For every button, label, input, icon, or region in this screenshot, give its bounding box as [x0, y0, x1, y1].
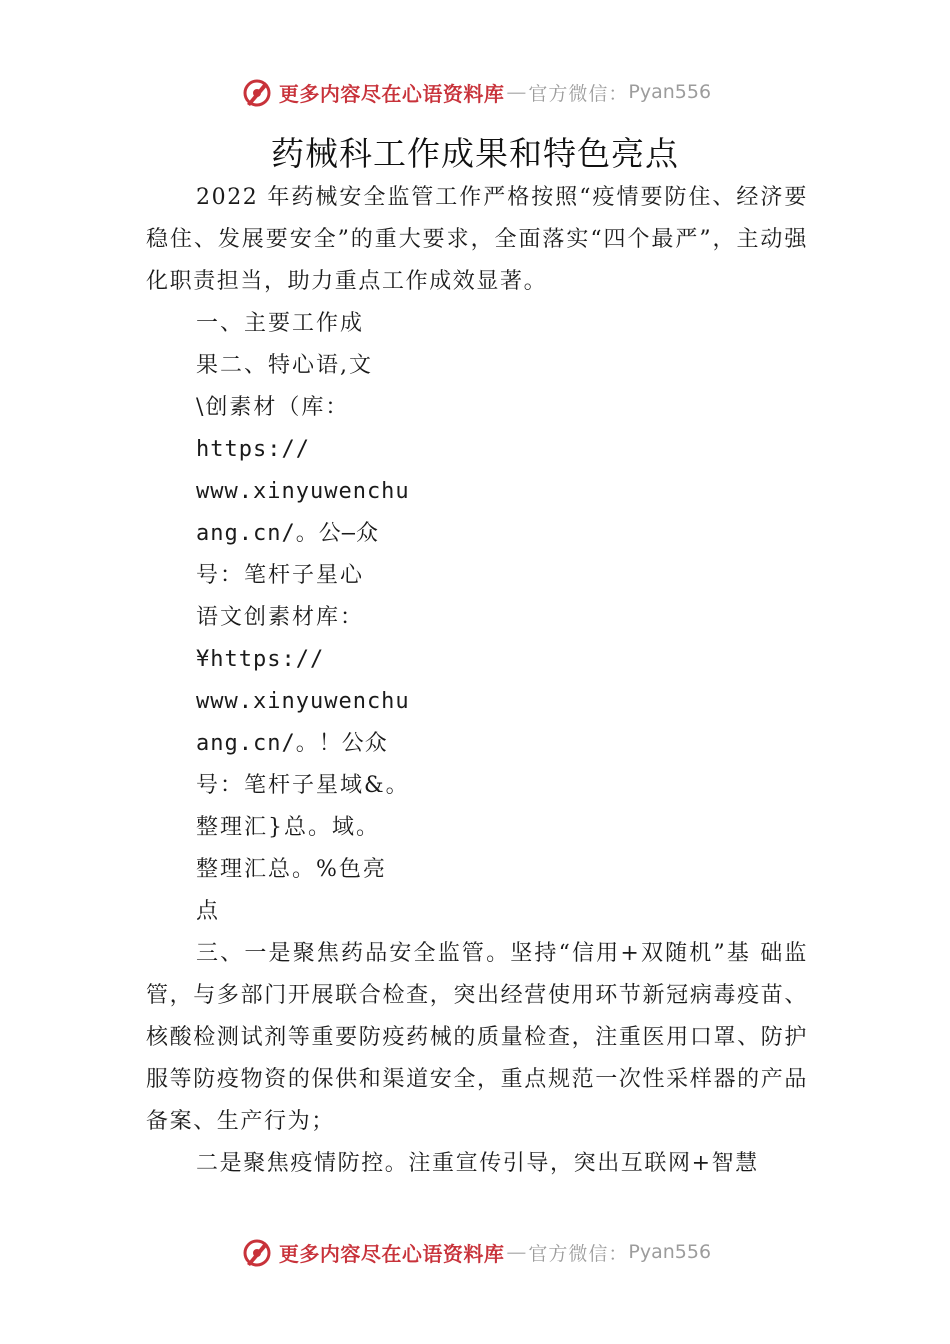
section-paragraph: 二是聚焦疫情防控。注重宣传引导，突出互联网+智慧 — [196, 1151, 759, 1176]
header-watermark-banner — [0, 72, 950, 112]
banner-wechat-id: Pyan556 — [628, 81, 712, 103]
banner-wechat-id: Pyan556 — [628, 1241, 712, 1263]
intro-paragraph: 2022 年药械安全监管工作严格按照“疫情要防住、经济要稳住、发展要安全”的重大要求，全面落实“四个最严”，主动强化职责担当，助力重点工作成效显著。 — [146, 185, 808, 294]
body-line: 语文创素材库： — [196, 605, 365, 630]
body-line: ang.cn/。公—众 — [196, 521, 379, 546]
body-line: ang.cn/。！公众 — [196, 731, 388, 756]
body-line: www.xinyuwenchu — [196, 479, 410, 504]
banner-wechat-label: 官方微信： — [528, 82, 629, 105]
brand-logo-icon — [239, 74, 275, 110]
body-line: https:// — [196, 437, 310, 462]
document-body — [146, 177, 808, 1185]
body-line: 点 — [196, 899, 221, 924]
banner-brand-text: 更多内容尽在心语资料库 — [278, 1241, 505, 1266]
body-line: 果二、特心语,文 — [196, 353, 373, 378]
body-line: www.xinyuwenchu — [196, 689, 410, 714]
banner-separator: — — [506, 80, 527, 104]
body-line: \创素材（库： — [196, 395, 350, 420]
body-line: 号：笔杆子星域&。 — [196, 773, 410, 798]
footer-watermark-banner — [0, 1232, 950, 1272]
body-line: 号：笔杆子星心 — [196, 563, 365, 588]
body-line: 一、主要工作成 — [196, 311, 365, 336]
banner-brand-text: 更多内容尽在心语资料库 — [278, 81, 505, 106]
document-title: 药械科工作成果和特色亮点 — [271, 134, 679, 173]
section-paragraph: 三、一是聚焦药品安全监管。坚持“信用+双随机”基 础监管，与多部门开展联合检查，突出经营使用环节新冠病毒疫苗、核酸检测试剂等重要防疫药械的质量检查，注重医用口罩、防护服等防疫物资的保供和渠道安全，重点规范一次性采样器的产品备案、生产行为； — [146, 941, 808, 1134]
body-line: ¥https:// — [196, 647, 325, 672]
banner-separator: — — [506, 1240, 527, 1264]
banner-wechat-label: 官方微信： — [528, 1242, 629, 1265]
body-line: 整理汇}总。域。 — [196, 815, 380, 840]
body-line: 整理汇总。%色亮 — [196, 857, 387, 882]
brand-logo-icon — [239, 1234, 275, 1270]
